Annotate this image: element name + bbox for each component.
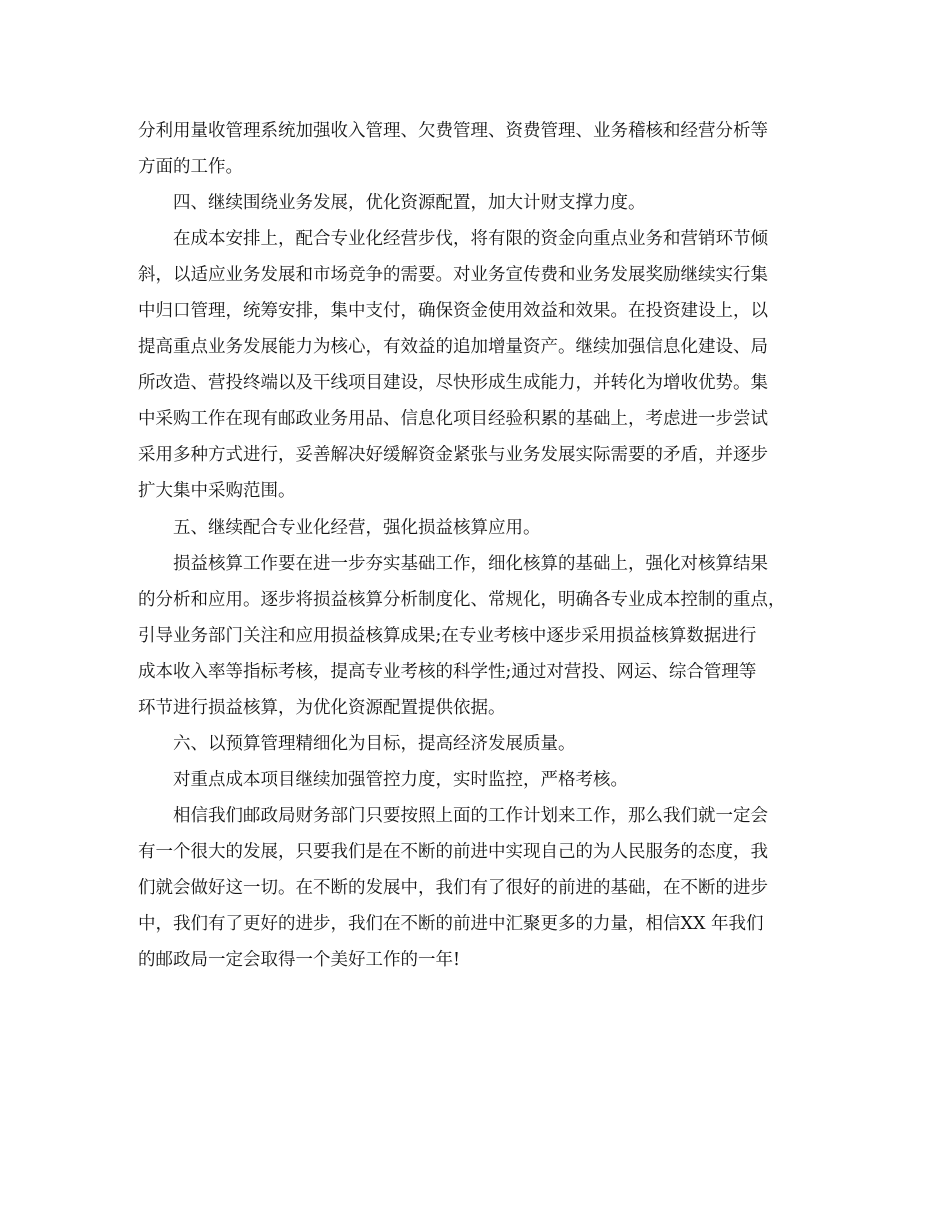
text-line-8: 所改造、营投终端以及干线项目建设，尽快形成生成能力，并转化为增收优势。集	[138, 373, 768, 393]
text-line-5: 斜，以适应业务发展和市场竞争的需要。对业务宣传费和业务发展奖励继续实行集	[138, 265, 768, 285]
text-line-11: 扩大集中采购范围。	[138, 481, 296, 501]
text-line-22: 们就会做好这一切。在不断的发展中，我们有了很好的前进的基础，在不断的进步	[138, 878, 768, 898]
text-line-4: 在成本安排上，配合专业化经营步伐，将有限的资金向重点业务和营销环节倾	[173, 229, 768, 249]
text-line-15: 引导业务部门关注和应用损益核算成果;在专业考核中逐步采用损益核算数据进行	[138, 626, 757, 646]
text-line-7: 提高重点业务发展能力为核心，有效益的追加增量资产。继续加强信息化建设、局	[138, 337, 768, 357]
text-line-3: 四、继续围绕业务发展，优化资源配置，加大计财支撑力度。	[173, 193, 646, 213]
text-line-12: 五、继续配合专业化经营，强化损益核算应用。	[173, 518, 541, 538]
text-line-6: 中归口管理，统筹安排，集中支付，确保资金使用效益和效果。在投资建设上，以	[138, 301, 768, 321]
text-line-10: 采用多种方式进行，妥善解决好缓解资金紧张与业务发展实际需要的矛盾，并逐步	[138, 445, 768, 465]
text-line-18: 六、以预算管理精细化为目标，提高经济发展质量。	[173, 734, 576, 754]
text-line-13: 损益核算工作要在进一步夯实基础工作，细化核算的基础上，强化对核算结果	[173, 554, 768, 574]
text-line-14: 的分析和应用。逐步将损益核算分析制度化、常规化，明确各专业成本控制的重点，	[138, 590, 786, 610]
text-line-24: 的邮政局一定会取得一个美好工作的一年!	[138, 950, 461, 970]
text-line-20: 相信我们邮政局财务部门只要按照上面的工作计划来工作，那么我们就一定会	[173, 806, 768, 826]
text-line-21: 有一个很大的发展，只要我们是在不断的前进中实现自己的为人民服务的态度，我	[138, 842, 768, 862]
text-line-2: 方面的工作。	[138, 157, 243, 177]
text-line-17: 环节进行损益核算，为优化资源配置提供依据。	[138, 698, 506, 718]
text-line-1: 分利用量收管理系统加强收入管理、欠费管理、资费管理、业务稽核和经营分析等	[138, 121, 768, 141]
text-line-19: 对重点成本项目继续加强管控力度，实时监控，严格考核。	[173, 770, 628, 790]
text-line-9: 中采购工作在现有邮政业务用品、信息化项目经验积累的基础上，考虑进一步尝试	[138, 409, 768, 429]
text-line-23: 中，我们有了更好的进步，我们在不断的前进中汇聚更多的力量，相信XX 年我们	[138, 914, 764, 934]
text-line-16: 成本收入率等指标考核，提高专业考核的科学性;通过对营投、网运、综合管理等	[138, 662, 757, 682]
